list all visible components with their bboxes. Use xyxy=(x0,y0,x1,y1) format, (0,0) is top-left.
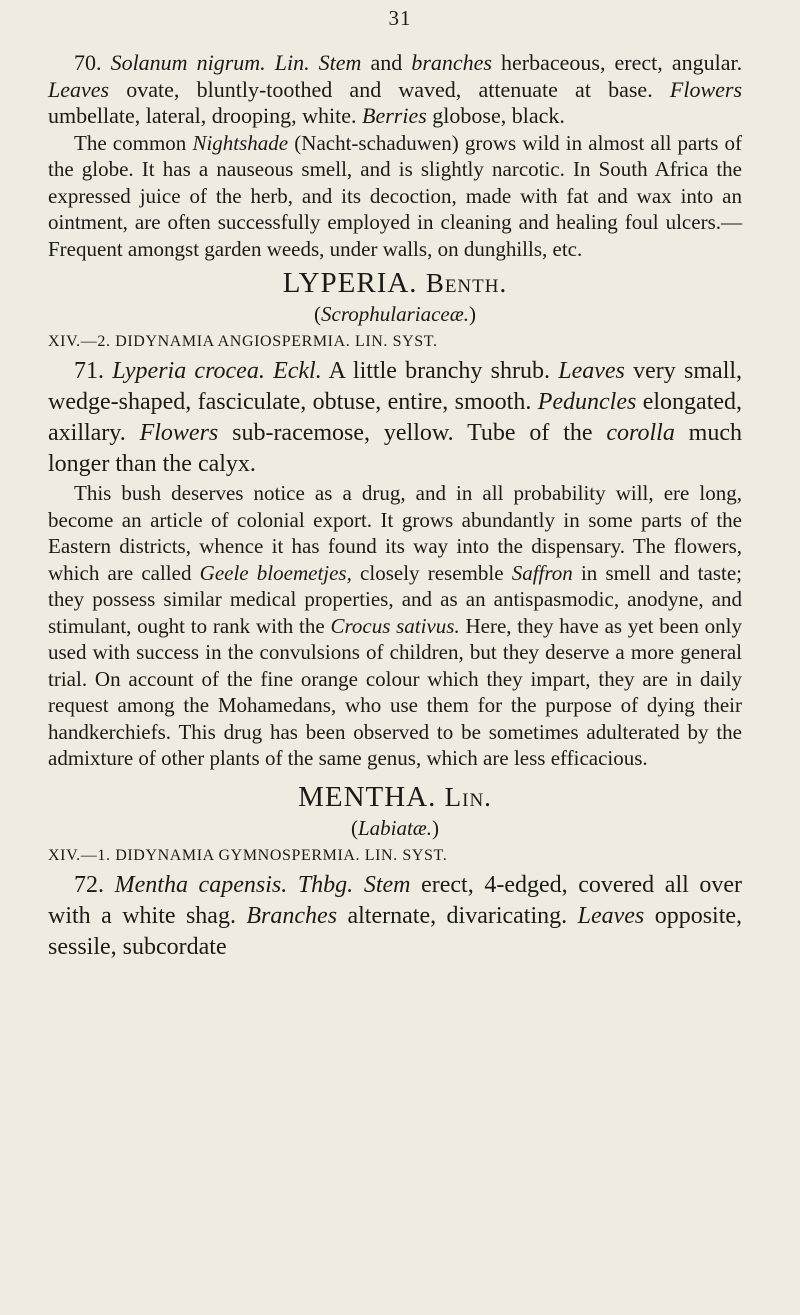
entry-72-description: 72. Mentha capensis. Thbg. Stem erect, 4-edged, covered all over with a white shag. Branches alternate, divaricating. Leaves opposite, sessile, subcordate xyxy=(48,871,743,960)
entry-71-notes: This bush deserves notice as a drug, and in all probability will, ere long, become an article of colonial export. It grows abundantly in some parts of the Eastern districts, whence it has found its way into the dispensary. The flowers, which are called Geele bloemetjes, closely resemble Saffron in smell and taste; they possess similar medical properties, and as an antispasmodic, anodyne, and stimulant, ought to rank with the Crocus sativus. Here, they have as yet been only used with success in the convulsions of children, but they deserve a more general trial. On account of the fine orange colour which they impart, they are in daily request among the Mohamedans, who use them for the purpose of dying their handkerchiefs. This drug has been observed to be sometimes adulterated by the admixture of other plants of the same genus, which are less efficacious. xyxy=(48,481,743,770)
entry-72-species-name: Mentha capensis. xyxy=(114,871,288,898)
page-content xyxy=(48,0,742,963)
entry-71-species-name: Lyperia crocea. xyxy=(112,358,265,384)
entry-70-species-name: Solanum nigrum. xyxy=(110,50,266,75)
genus-heading-mentha: MENTHA. Lin. xyxy=(298,780,492,813)
genus-heading-lyperia: LYPERIA. Benth. xyxy=(282,267,508,299)
classification-lyperia: XIV.—2. DIDYNAMIA ANGIOSPERMIA. LIN. SYST. xyxy=(48,333,438,350)
entry-71-description: 71. Lyperia crocea. Eckl. A little branchy shrub. Leaves very small, wedge-shaped, fasciculate, obtuse, entire, smooth. Peduncles elongated, axillary. Flowers sub-racemose, yellow. Tube of the corolla much longer than the calyx. xyxy=(48,358,743,477)
entry-70-number: 70. xyxy=(74,50,102,75)
family-heading-mentha: (Labiatæ.) xyxy=(350,815,440,840)
page-number: 31 xyxy=(388,6,412,30)
family-heading-lyperia: (Scrophulariaceæ.) xyxy=(314,302,476,326)
entry-70-author: Lin. xyxy=(274,50,310,75)
entry-72-author: Thbg. xyxy=(297,871,354,898)
entry-71-author: Eckl. xyxy=(273,358,322,384)
entry-71-number: 71. xyxy=(74,358,104,384)
entry-70-description: 70. Solanum nigrum. Lin. Stem and branches herbaceous, erect, angular. Leaves ovate, bluntly-toothed and waved, attenuate at base. Flowers umbellate, lateral, drooping, white. Berries globose, black. xyxy=(48,50,743,128)
classification-mentha: XIV.—1. DIDYNAMIA GYMNOSPERMIA. LIN. SYST. xyxy=(48,846,448,864)
entry-72-number: 72. xyxy=(74,871,104,898)
entry-70-notes: The common Nightshade (Nacht-schaduwen) grows wild in almost all parts of the globe. It has a nauseous smell, and is slightly narcotic. In South Africa the expressed juice of the herb, and its decoction, made with fat and wax into an ointment, are often successfully employed in cleaning and healing foul ulcers.—Frequent amongst garden weeds, under walls, on dunghills, etc. xyxy=(48,130,743,261)
